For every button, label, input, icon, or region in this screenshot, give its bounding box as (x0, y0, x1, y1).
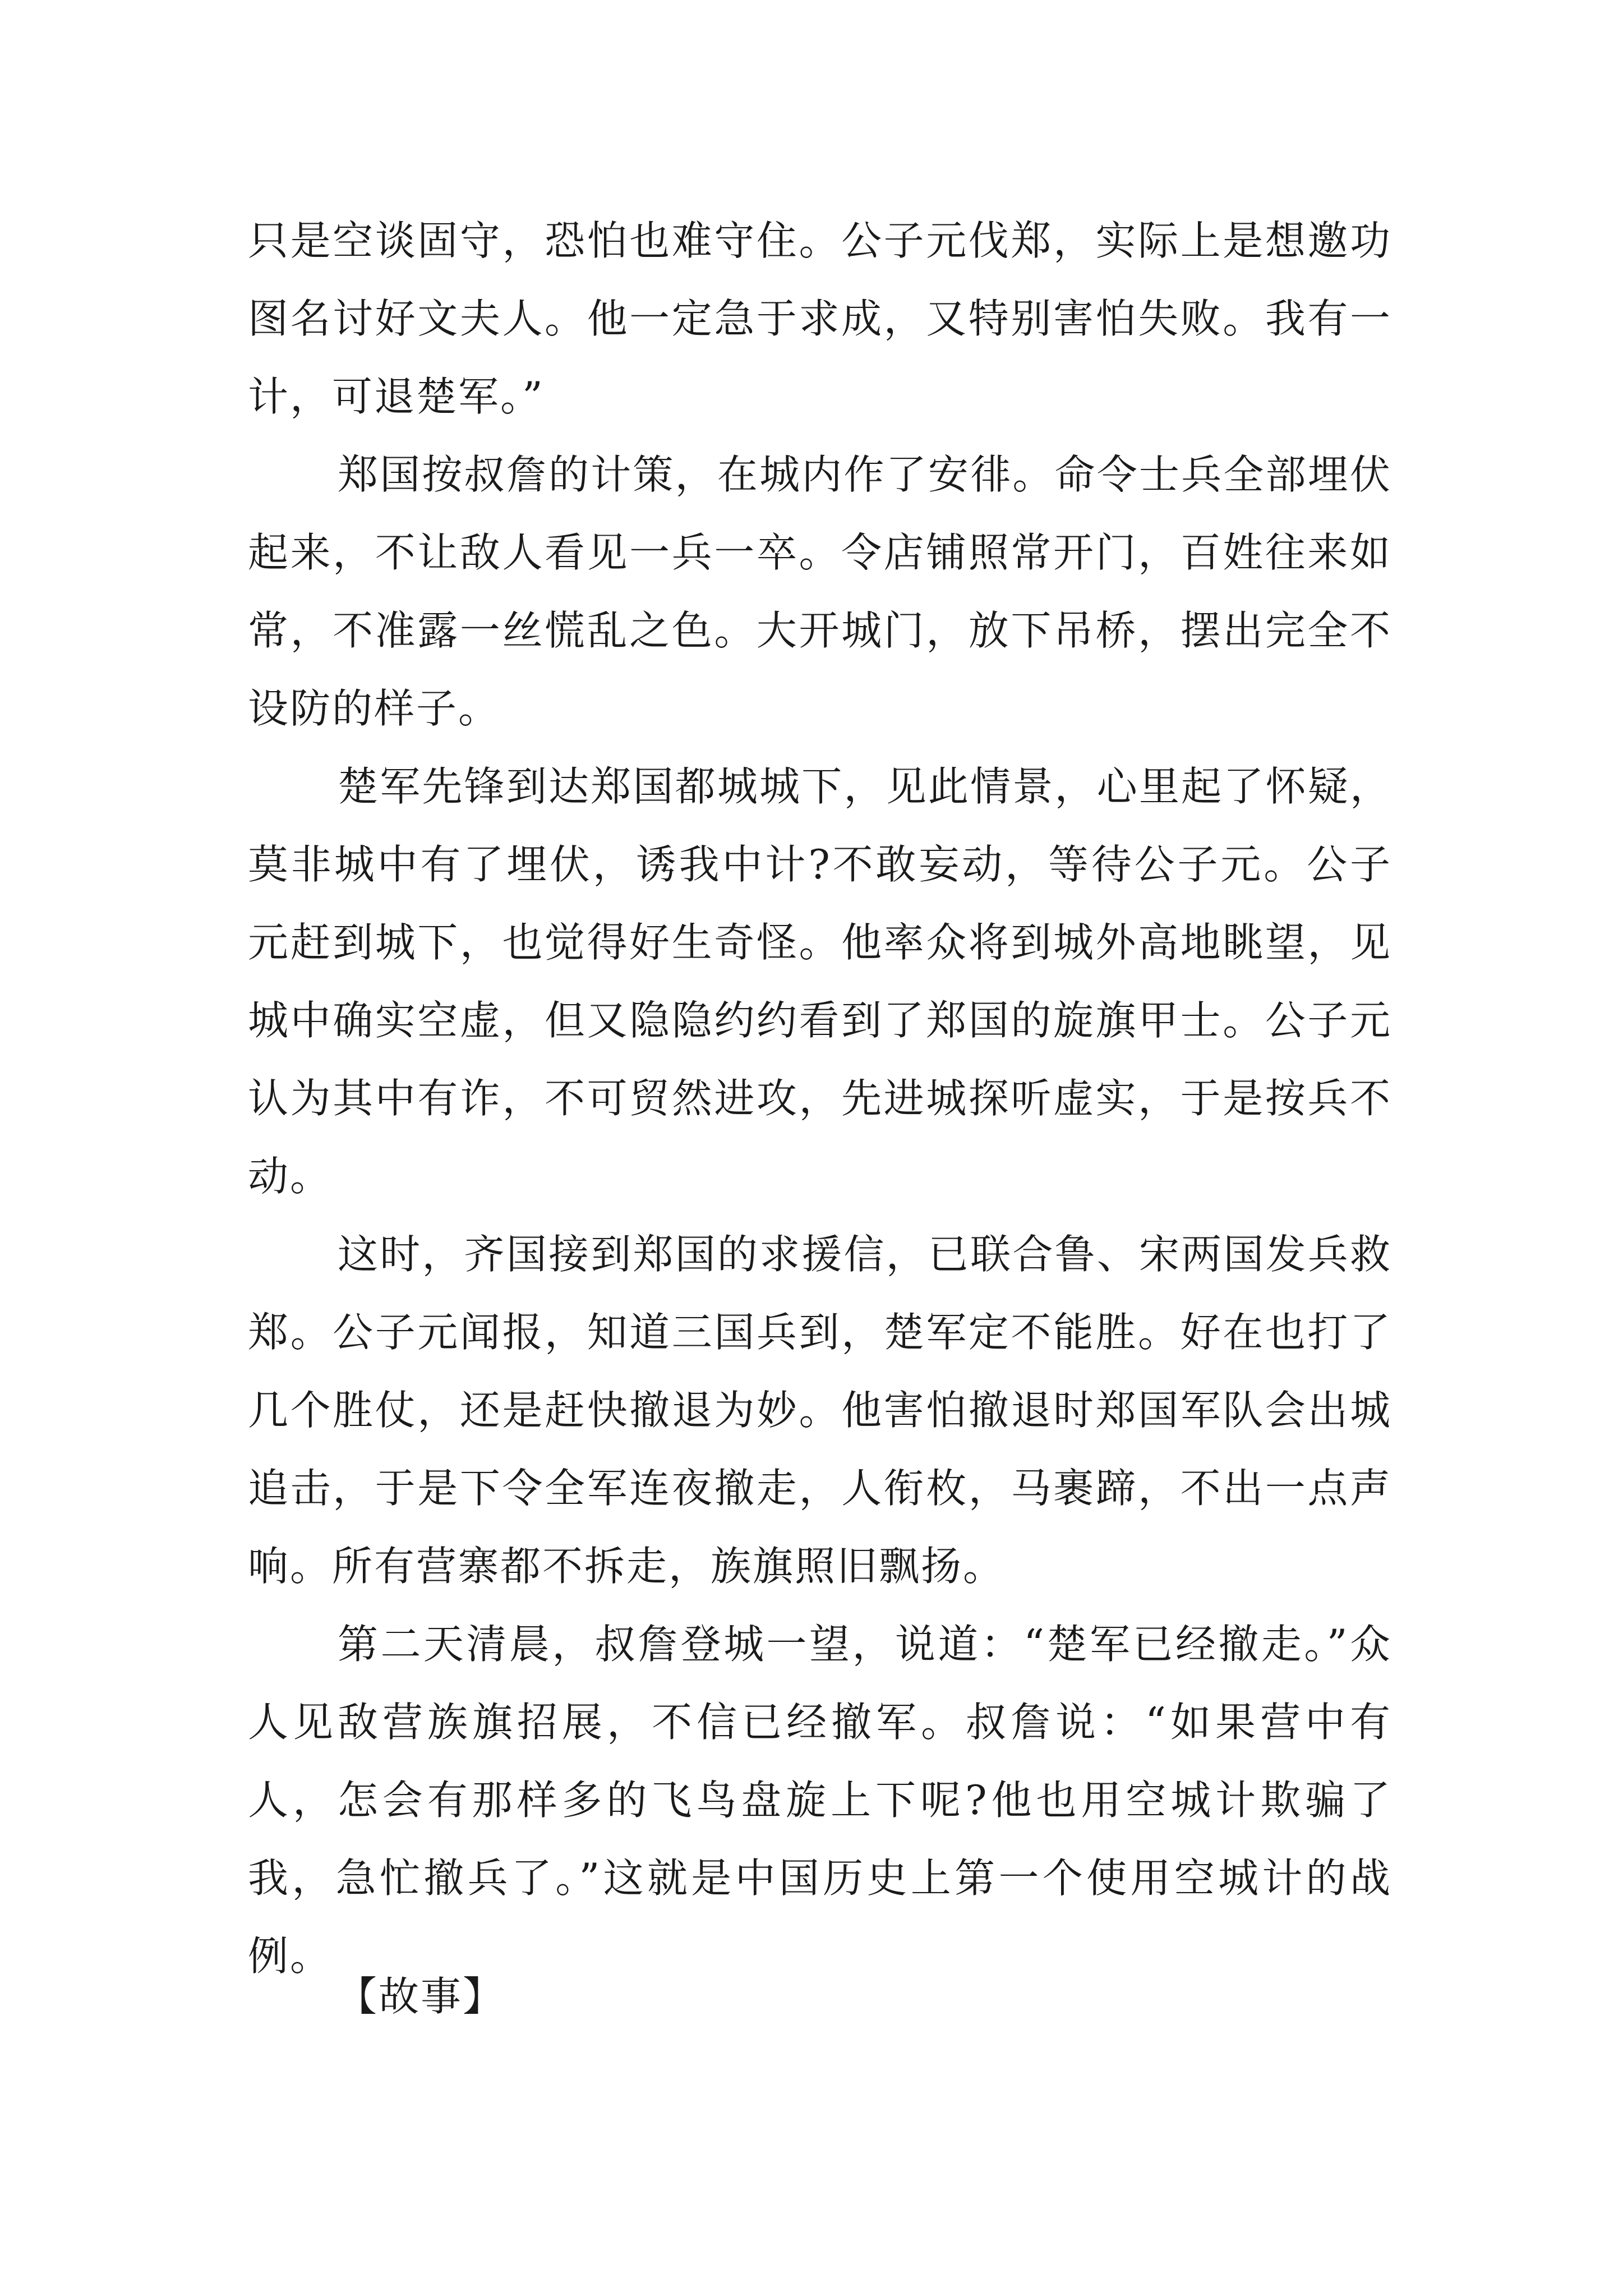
section-heading: 【故事】 (336, 1973, 505, 2020)
paragraph-zheng-plan: 郑国按叔詹的计策，在城内作了安徘。命令士兵全部埋伏起来，不让敌人看见一兵一卒。令店铺照常开门，百姓往来如常，不准露一丝慌乱之色。大开城门，放下吊桥，摆出完全不设防的样子。 (248, 451, 1392, 732)
paragraph-continuation: 只是空谈固守，恐怕也难守住。公子元伐郑，实际上是想邀功图名讨好文夫人。他一定急于求成，又特别害怕失败。我有一计，可退楚军。” (248, 217, 1392, 420)
paragraph-next-morning: 第二天清晨，叔詹登城一望，说道：“楚军已经撤走。”众人见敌营族旗招展，不信已经撤军。叔詹说：“如果营中有人，怎会有那样多的飞鸟盘旋上下呢?他也用空城计欺骗了我，急忙撤兵了。”这就是中国历史上第一个使用空城计的战例。 (248, 1621, 1392, 1980)
paragraph-qi-reinforcement: 这时，齐国接到郑国的求援信，已联合鲁、宋两国发兵救郑。公子元闻报，知道三国兵到，楚军定不能胜。好在也打了几个胜仗，还是赶快撤退为妙。他害怕撤退时郑国军队会出城追击，于是下令全军连夜撤走，人衔枚，马裹蹄，不出一点声响。所有营寨都不拆走，族旗照旧飘扬。 (248, 1231, 1392, 1590)
paragraph-chu-vanguard: 楚军先锋到达郑国都城城下，见此情景，心里起了怀疑，莫非城中有了埋伏，诱我中计?不敢妄动，等待公子元。公子元赶到城下，也觉得好生奇怪。他率众将到城外高地眺望，见城中确实空虚，但又隐隐约约看到了郑国的旋旗甲士。公子元认为其中有诈，不可贸然进攻，先进城探听虚实，于是按兵不动。 (248, 763, 1392, 1200)
document-body (248, 202, 1392, 1995)
